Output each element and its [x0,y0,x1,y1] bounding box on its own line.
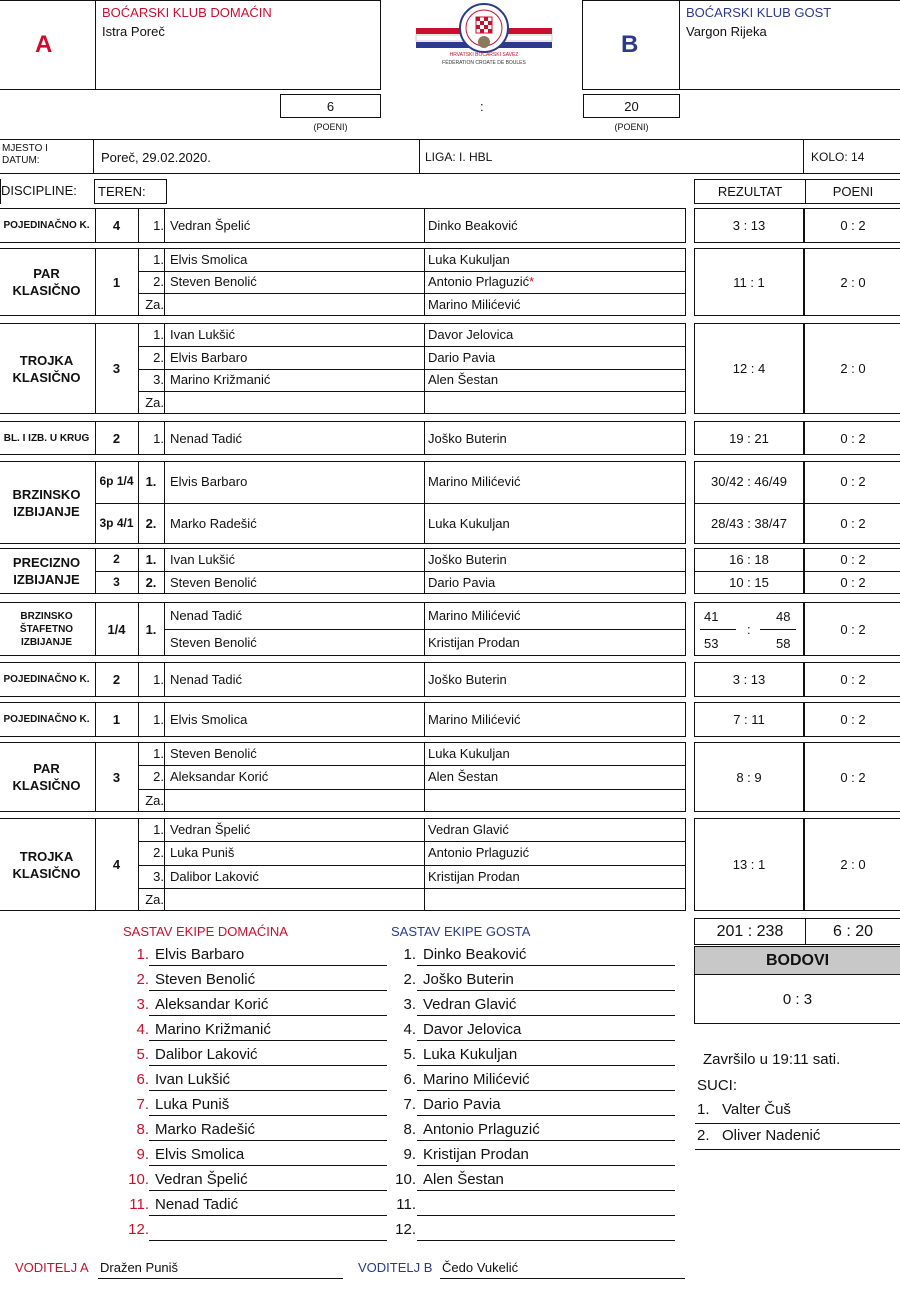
judge-name: Oliver Nadenić [722,1127,821,1144]
grid-divider [95,662,96,697]
home-roster-line [149,1140,387,1141]
away-player: Marino Milićević [428,712,521,727]
totals-box [694,918,900,945]
discipline-label: BRZINSKO IZBIJANJE [12,486,81,519]
away-points-label: (POENI) [614,122,649,132]
grid-divider [138,662,139,697]
player-number: 1. [153,672,164,687]
player-number: 2. [153,274,164,290]
discipline-label: TROJKA KLASIČNO [12,848,81,881]
player-number: 2. [145,515,157,531]
home-roster-number: 6. [136,1071,149,1088]
away-player: Luka Kukuljan [428,515,510,531]
away-player: Kristijan Prodan [428,635,520,650]
terrain-value: 2 [112,430,121,446]
player-number: 2. [153,845,164,861]
result-value: 12 : 4 [732,361,766,376]
home-roster-player: Elvis Smolica [155,1146,245,1163]
home-player: Steven Benolić [170,575,257,590]
away-player [428,789,684,812]
home-roster-number: 12. [128,1221,149,1238]
home-roster-line [149,1015,387,1016]
discipline-label: POJEDINAČNO K. [3,714,90,725]
grid-divider [95,742,96,812]
grid-divider [700,629,736,630]
result-value: 28/43 : 38/47 [711,515,787,531]
away-player: Marino Milićević [428,474,521,490]
player-number: 3. [153,372,164,388]
away-player: Luka Kukuljan [428,251,510,267]
home-player: Marino Križmanić [170,372,271,388]
terrain-value: 2 [113,552,120,566]
home-roster-player: Ivan Lukšić [155,1071,231,1088]
home-player: Steven Benolić [170,274,257,290]
terrain-header-box [94,179,167,204]
place-date-value: Poreč, 29.02.2020. [101,150,211,165]
home-roster-number: 10. [128,1171,149,1188]
grid-divider [138,702,139,737]
home-roster-line [149,1065,387,1066]
player-number: 3. [153,868,164,884]
home-roster-line [149,1040,387,1041]
place-date-label: MJESTO I DATUM: [2,143,48,166]
grid-divider [138,421,139,455]
player-number: 2. [153,769,164,785]
home-roster-line [149,1190,387,1191]
relay-home-2: 53 [704,636,719,651]
home-player: Dalibor Laković [170,868,259,884]
away-roster-number: 11. [396,1196,416,1213]
away-player [428,391,684,414]
relay-away-2: 58 [776,636,791,651]
terrain-value: 3 [112,361,121,376]
away-roster-number: 1. [403,946,416,963]
discipline-label: POJEDINAČNO K. [3,674,90,685]
home-club-name: Istra Poreč [102,24,165,39]
bodovi-value: 0 : 3 [782,990,813,1008]
round: KOLO: 14 [811,150,865,164]
away-roster-line [417,990,675,991]
home-player: Nenad Tadić [170,430,243,446]
home-team-box [0,0,381,90]
finish-time: Završilo u 19:11 sati. [703,1051,841,1068]
home-player: Steven Benolić [170,746,257,762]
grid-divider [95,818,96,911]
away-player: Marino Milićević [428,608,521,623]
away-player: Antonio Prlaguzić * [428,274,535,290]
terrain-value: 4 [112,857,121,872]
away-roster-player: Dario Pavia [423,1096,501,1113]
grid-divider [424,702,425,737]
info-row [0,139,900,174]
home-roster-player: Aleksandar Korić [155,996,269,1013]
terrain-value: 1 [112,274,121,290]
leader-b-label: VODITELJ B [358,1260,433,1275]
points-value: 0 : 2 [840,769,866,785]
discipline-label: PAR KLASIČNO [12,761,81,793]
grid-divider [95,421,96,455]
away-team-box [582,0,900,90]
terrain-value: 6p 1/4 [99,474,134,489]
points-value: 0 : 2 [840,575,866,590]
home-roster-player: Marino Križmanić [155,1021,271,1038]
player-number: 1. [145,621,157,637]
bodovi-box [694,946,900,1024]
terrain-value: 1 [112,712,121,727]
home-player: Ivan Lukšić [170,552,236,567]
home-roster-line [149,1215,387,1216]
away-club-title: BOĆARSKI KLUB GOST [686,5,832,20]
away-roster-player: Luka Kukuljan [423,1046,518,1063]
away-roster-line [417,1040,675,1041]
total-result: 201 : 238 [716,922,784,940]
judge-line [695,1149,900,1150]
grid-divider [424,742,425,812]
player-number: Za. [145,297,164,313]
terrain-value: 3 [112,769,121,785]
away-player: Joško Buterin [428,430,507,446]
points-value: 0 : 2 [840,218,866,233]
grid-divider [424,421,425,455]
points-value: 0 : 2 [840,672,866,687]
terrain-value: 1/4 [107,621,126,637]
player-number: 2. [153,349,164,365]
away-roster-player: Davor Jelovica [423,1021,522,1038]
home-roster-player: Dalibor Laković [155,1046,258,1063]
away-roster-line [417,1090,675,1091]
home-player: Elvis Barbaro [170,349,248,365]
points-value: 2 : 0 [840,274,866,290]
home-player: Vedran Špelić [170,218,251,233]
home-roster-number: 9. [136,1146,149,1163]
away-player: Dario Pavia [428,575,496,590]
discipline-label: POJEDINAČNO K. [3,220,90,231]
grid-divider [760,629,796,630]
away-roster-player: Kristijan Prodan [423,1146,529,1163]
away-roster-number: 8. [403,1121,416,1138]
discipline-label: BRZINSKO ŠTAFETNO IZBIJANJE [19,610,74,648]
home-roster-number: 11. [129,1196,149,1213]
result-value: 16 : 18 [729,552,769,567]
away-player: Vedran Glavić [428,822,509,838]
away-roster-player: Joško Buterin [423,971,514,988]
logo-subtext: FÉDÉRATION CROATE DE BOULES [442,60,526,66]
home-player [170,391,422,414]
home-player [170,888,422,911]
player-number: 1. [153,746,164,762]
home-roster-number: 1. [136,946,149,963]
home-player [170,293,422,316]
away-roster-number: 2. [403,971,416,988]
home-roster-line [149,1090,387,1091]
away-roster-line [417,1015,675,1016]
away-roster-title: SASTAV EKIPE GOSTA [391,924,531,939]
away-roster-line [417,1165,675,1166]
away-roster-line [417,1240,675,1241]
player-number: 1. [153,251,164,267]
home-player: Elvis Smolica [170,251,248,267]
away-player: Kristijan Prodan [428,868,520,884]
league: LIGA: I. HBL [425,150,493,164]
player-number: 2. [145,575,157,590]
home-points-box: 6 [280,94,381,118]
home-points-label: (POENI) [313,122,348,132]
away-roster-line [417,1065,675,1066]
grid-divider [138,208,139,243]
away-roster-line [417,965,675,966]
relay-away-1: 48 [776,609,791,624]
away-roster-line [417,1215,675,1216]
terrain-header: TEREN: [98,184,146,199]
grid-divider [95,323,96,414]
grid-divider [424,248,425,316]
points-value: 0 : 2 [840,515,866,531]
total-points: 6 : 20 [832,922,874,940]
terrain-value: 3p 4/1 [99,515,134,530]
discipline-label: TROJKA KLASIČNO [12,352,81,385]
home-player: Aleksandar Korić [170,769,269,785]
result-value: 30/42 : 46/49 [711,474,787,490]
federation-logo [414,2,554,70]
home-player: Steven Benolić [170,635,257,650]
points-value: 0 : 2 [840,474,866,490]
bodovi-label: BODOVI [695,947,900,975]
home-player: Vedran Špelić [170,822,251,838]
leader-a-name: Dražen Puniš [100,1260,179,1275]
points-value: 0 : 2 [840,621,866,637]
asterisk-mark: * [529,274,535,290]
result-value: 11 : 1 [733,274,765,290]
away-player: Marino Milićević [428,297,521,313]
result-value: 3 : 13 [732,218,766,233]
player-number: Za. [145,792,164,808]
judge-number: 1. [697,1101,710,1118]
away-club-name: Vargon Rijeka [686,24,767,39]
home-roster-player: Steven Benolić [155,971,256,988]
away-player: Luka Kukuljan [428,746,510,762]
home-roster-number: 5. [136,1046,149,1063]
home-roster-line [149,1240,387,1241]
away-roster-line [417,1115,675,1116]
player-number: 1. [153,712,164,727]
home-player: Elvis Smolica [170,712,248,727]
grid-divider [138,742,139,812]
home-roster-player: Vedran Špelić [155,1171,248,1188]
away-player: Alen Šestan [428,372,499,388]
home-roster-number: 7. [136,1096,149,1113]
away-letter: B [621,31,639,58]
logo-text: HRVATSKI BOĆARSKI SAVEZ [449,52,519,58]
result-value: 13 : 1 [732,857,766,872]
home-roster-line [149,1165,387,1166]
result-points-header [694,179,900,204]
grid-divider [95,702,96,737]
result-value: 19 : 21 [729,430,769,446]
discipline-label: PAR KLASIČNO [12,266,81,298]
away-points-box: 20 [583,94,680,118]
home-player: Luka Puniš [170,845,235,861]
judges-label: SUCI: [697,1077,738,1094]
home-roster-number: 4. [136,1021,149,1038]
home-roster-player: Luka Puniš [155,1096,230,1113]
player-number: 1. [153,218,164,233]
away-roster-number: 9. [403,1146,416,1163]
away-player: Antonio Prlaguzić [428,845,530,861]
away-roster-number: 12. [395,1221,416,1238]
away-roster-player: Vedran Glavić [423,996,517,1013]
away-roster-number: 5. [403,1046,416,1063]
leader-a-label: VODITELJ A [15,1260,89,1275]
result-value: 10 : 15 [729,575,769,590]
player-number: 1. [153,326,164,342]
home-roster-line [149,965,387,966]
away-player: Alen Šestan [428,769,499,785]
home-player [170,789,422,812]
points-value: 2 : 0 [840,361,866,376]
home-roster-title: SASTAV EKIPE DOMAĆINA [123,924,288,939]
home-player: Elvis Barbaro [170,474,248,490]
result-value: 8 : 9 [736,769,762,785]
player-number: 1. [145,474,157,490]
home-player: Ivan Lukšić [170,326,236,342]
grid-divider [95,602,96,656]
points-header: POENI [832,184,874,199]
relay-separator: : [747,622,751,637]
grid-divider [424,208,425,243]
home-roster-number: 2. [136,971,149,988]
result-value: 7 : 11 [733,712,765,727]
points-value: 2 : 0 [840,857,866,872]
terrain-value: 3 [113,575,120,589]
grid-divider [95,208,96,243]
away-player: Joško Buterin [428,672,507,687]
home-roster-player: Elvis Barbaro [155,946,245,963]
home-roster-line [149,1115,387,1116]
home-player: Nenad Tadić [170,672,243,687]
player-number: 1. [153,430,164,446]
away-roster-number: 6. [403,1071,416,1088]
home-roster-number: 8. [136,1121,149,1138]
away-player [428,888,684,911]
home-player: Marko Radešić [170,515,257,531]
judge-line [695,1123,900,1124]
home-club-title: BOĆARSKI KLUB DOMAĆIN [102,5,272,20]
away-roster-player: Marino Milićević [423,1071,530,1088]
leader-b-name: Čedo Vukelić [442,1260,519,1275]
player-number: 1. [145,552,157,567]
away-player: Dario Pavia [428,349,496,365]
away-roster-player: Alen Šestan [423,1171,504,1188]
away-roster-number: 10. [395,1171,416,1188]
away-player: Davor Jelovica [428,326,514,342]
away-roster-number: 7. [403,1096,416,1113]
points-separator: : [480,99,484,114]
home-letter: A [35,31,53,58]
away-roster-player: Dinko Beaković [423,946,527,963]
grid-divider [95,248,96,316]
away-player: Dinko Beaković [428,218,518,233]
discipline-header: DISCIPLINE: [1,183,77,198]
grid-divider [424,662,425,697]
player-number: Za. [145,395,164,411]
away-roster-player: Antonio Prlaguzić [423,1121,540,1138]
home-roster-player: Marko Radešić [155,1121,256,1138]
away-roster-line [417,1190,675,1191]
terrain-value: 2 [112,672,121,687]
result-header: REZULTAT [717,184,783,199]
points-value: 0 : 2 [840,552,866,567]
terrain-value: 4 [112,218,121,233]
away-player: Joško Buterin [428,552,507,567]
away-roster-number: 4. [403,1021,416,1038]
away-roster-number: 3. [403,996,416,1013]
player-number: Za. [145,891,164,907]
home-roster-player: Nenad Tadić [155,1196,239,1213]
points-value: 0 : 2 [840,712,866,727]
home-player: Nenad Tadić [170,608,243,623]
discipline-label: BL. I IZB. U KRUG [3,432,90,444]
away-roster-line [417,1140,675,1141]
home-roster-line [149,990,387,991]
discipline-label: PRECIZNO IZBIJANJE [12,555,81,587]
relay-home-1: 41 [704,609,719,624]
grid-divider [138,248,139,316]
result-value: 3 : 13 [732,672,766,687]
judge-number: 2. [697,1127,710,1144]
player-number: 1. [153,822,164,838]
home-roster-number: 3. [136,996,149,1013]
points-value: 0 : 2 [840,430,866,446]
judge-name: Valter Čuš [722,1101,791,1118]
